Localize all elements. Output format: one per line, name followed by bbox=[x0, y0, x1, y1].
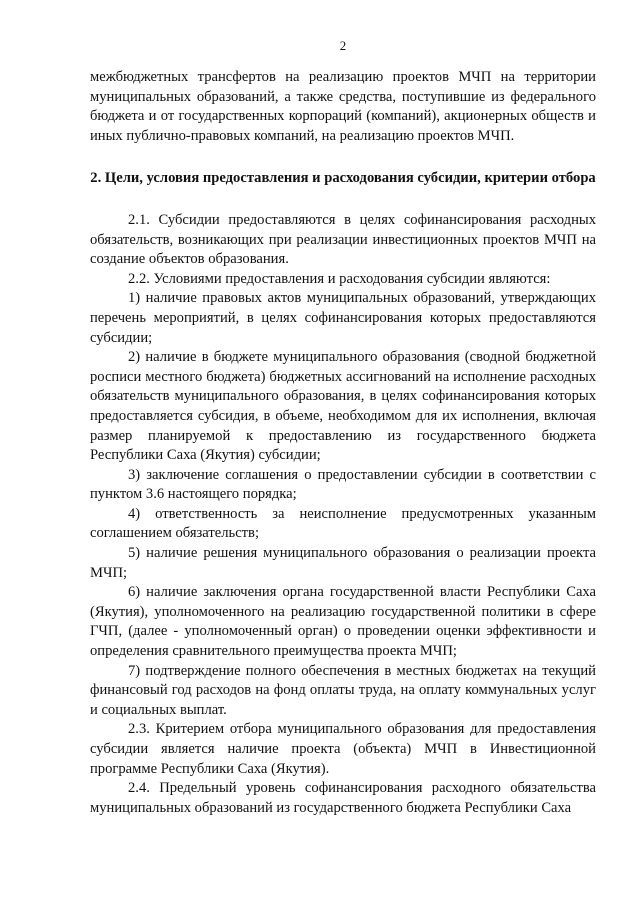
condition-item-1: 1) наличие правовых актов муниципальных образований, утверждающих перечень мероприятий, в целях софинансирования которых предоставляются субсидии; bbox=[90, 290, 596, 346]
paragraph-2-3: 2.3. Критерием отбора муниципального образования для предоставления субсидии является наличие проекта (объекта) МЧП в Инвестиционной программе Республики Саха (Якутия). bbox=[90, 721, 596, 777]
section-title: 2. Цели, условия предоставления и расходования субсидии, критерии отбора bbox=[90, 170, 596, 187]
condition-item-7: 7) подтверждение полного обеспечения в местных бюджетах на текущий финансовый год расходов на фонд оплаты труда, на оплату коммунальных услуг и социальных выплат. bbox=[90, 662, 596, 718]
paragraph-2-1: 2.1. Субсидии предоставляются в целях софинансирования расходных обязательств, возникающих при реализации инвестиционных проектов МЧП на создание объектов образования. bbox=[90, 211, 596, 268]
document-page bbox=[90, 0, 596, 905]
paragraph-2-2: 2.2. Условиями предоставления и расходования субсидии являются: bbox=[128, 270, 551, 287]
page-number: 2 bbox=[339, 38, 347, 53]
paragraph-2-4: 2.4. Предельный уровень софинансирования расходного обязательства муниципальных образований из государственного бюджета Республики Саха bbox=[90, 780, 596, 816]
condition-item-6: 6) наличие заключения органа государственной власти Республики Саха (Якутия), уполномоченного на реализацию государственной политики в сфере ГЧП, (далее - уполномоченный орган) о проведении оценки эффективности и определения сравнительного преимущества проекта МЧП; bbox=[90, 584, 596, 660]
condition-item-3: 3) заключение соглашения о предоставлении субсидии в соответствии с пунктом 3.6 настоящего порядка; bbox=[90, 466, 596, 503]
intro-paragraph: межбюджетных трансфертов на реализацию проектов МЧП на территории муниципальных образований, а также средства, поступившие из федерального бюджета и от государственных корпораций (компаний), акционерных обществ и иных публично-правовых компаний, на реализацию проектов МЧП. bbox=[90, 69, 596, 144]
condition-item-5: 5) наличие решения муниципального образования о реализации проекта МЧП; bbox=[90, 545, 596, 581]
condition-item-2: 2) наличие в бюджете муниципального образования (сводной бюджетной росписи местного бюджета) бюджетных ассигнований на исполнение расходных обязательств муниципального образования, в целях софинансирования которых предоставляется субсидия, в объеме, необходимом для их исполнения, включая размер планируемой к предоставлению из государственного бюджета Республики Саха (Якутия) субсидии; bbox=[90, 349, 596, 464]
document-body bbox=[90, 68, 596, 818]
condition-item-4: 4) ответственность за неисполнение предусмотренных указанным соглашением обязательств; bbox=[90, 505, 596, 542]
